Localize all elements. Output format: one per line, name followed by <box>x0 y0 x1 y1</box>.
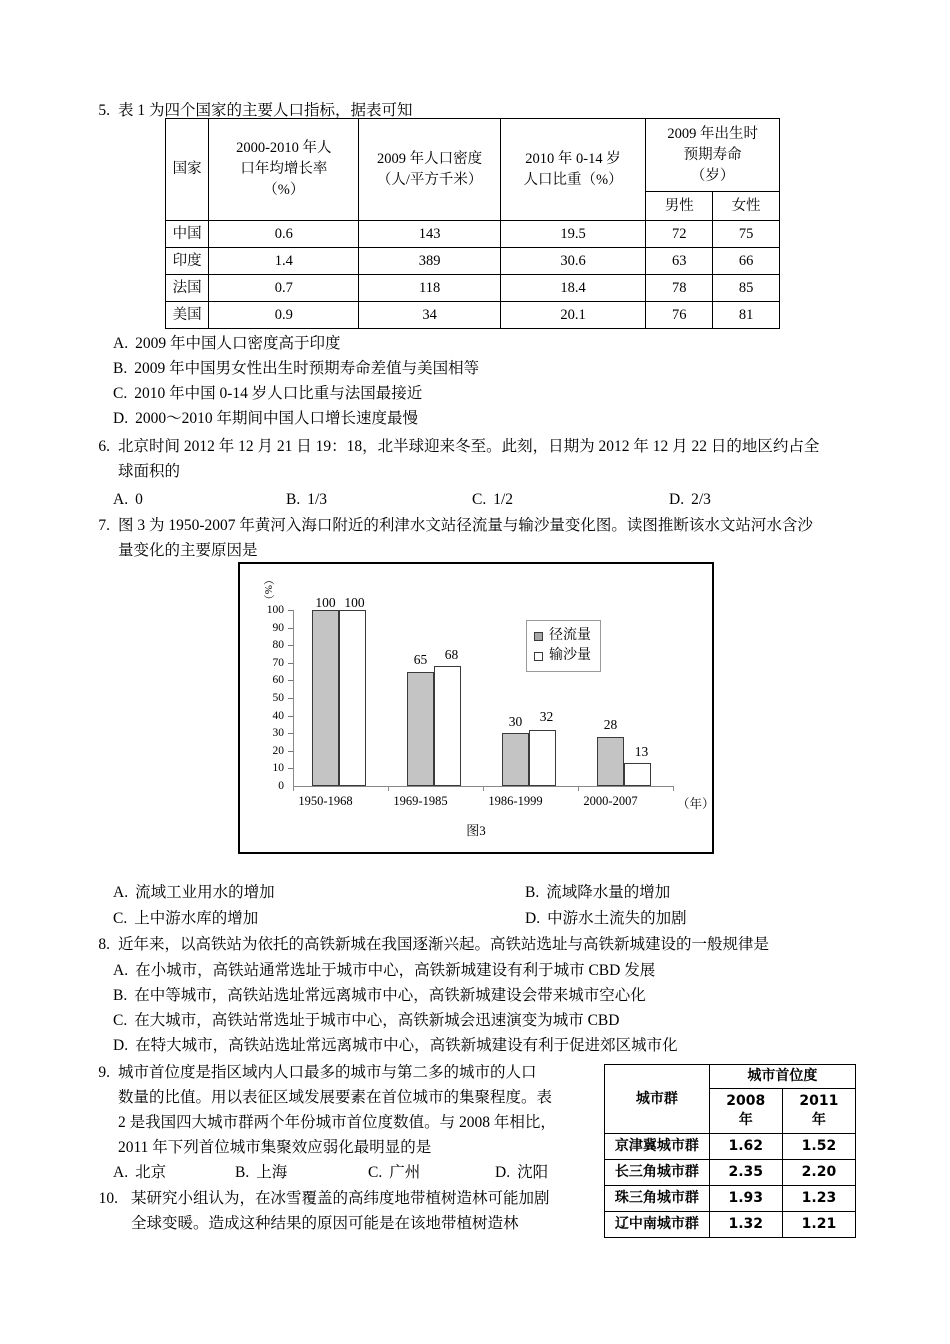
chart-x-axis-unit: （年） <box>677 797 715 811</box>
question-9-stem-line1: 城市首位度是指区域内人口最多的城市与第二多的城市的人口 <box>118 1064 537 1081</box>
q5-option-a-text: 2009 年中国人口密度高于印度 <box>135 335 341 352</box>
q7-option-b-text: 流域降水量的增加 <box>546 884 671 901</box>
q6-option-d-label: D. <box>669 491 685 508</box>
cell-2011: 1.52 <box>782 1134 855 1160</box>
legend-label-runoff: 径流量 <box>549 628 591 643</box>
cell-country: 印度 <box>166 248 209 275</box>
q5-option-b-text: 2009 年中国男女性出生时预期寿命差值与美国相等 <box>134 360 480 377</box>
cell-male: 76 <box>646 302 713 329</box>
table-row <box>166 221 780 248</box>
cell-male: 72 <box>646 221 713 248</box>
table-row <box>605 1134 856 1160</box>
q6-option-d[interactable] <box>669 487 711 512</box>
table-row <box>166 248 780 275</box>
header-primacy-title: 城市首位度 <box>709 1065 855 1089</box>
header-life-line1: 2009 年出生时 <box>667 125 758 142</box>
bar-label-sediment-2000-2007: 13 <box>634 744 649 759</box>
cell-growth: 1.4 <box>209 248 359 275</box>
q9-option-c-label: C. <box>368 1164 383 1181</box>
cell-female: 81 <box>713 302 780 329</box>
q9-option-b[interactable] <box>235 1160 287 1185</box>
table-row <box>605 1186 856 1212</box>
q9-option-c-text: 广州 <box>389 1164 421 1181</box>
cell-country: 法国 <box>166 275 209 302</box>
q6-option-c-text: 1/2 <box>493 491 514 508</box>
table-header-row <box>605 1065 856 1089</box>
q8-option-b[interactable] <box>113 983 646 1008</box>
q7-option-d-text: 中游水土流失的加剧 <box>547 910 687 927</box>
x-tickmark <box>293 786 294 791</box>
cell-cluster: 辽中南城市群 <box>605 1212 710 1238</box>
header-male: 男性 <box>646 192 713 221</box>
bar-label-sediment-1986-1999: 32 <box>539 709 554 724</box>
legend-item-sediment <box>534 646 591 666</box>
q7-option-c[interactable] <box>113 906 258 931</box>
figure-caption: 图3 <box>466 823 486 838</box>
q9-option-b-text: 上海 <box>256 1164 288 1181</box>
bar-sediment-1950-1968 <box>339 610 366 786</box>
city-primacy-table <box>604 1064 856 1238</box>
question-10-number: 10. <box>98 1190 118 1207</box>
table-row <box>605 1160 856 1186</box>
bar-label-runoff-1969-1985: 65 <box>413 652 428 667</box>
q6-option-c-label: C. <box>472 491 487 508</box>
cell-child: 30.6 <box>500 248 646 275</box>
q6-option-b-text: 1/3 <box>307 491 328 508</box>
question-7-stem-line2: 量变化的主要原因是 <box>118 542 258 559</box>
cell-density: 143 <box>359 221 500 248</box>
cell-country: 美国 <box>166 302 209 329</box>
y-tick-50: 50 <box>272 692 284 704</box>
cell-cluster: 珠三角城市群 <box>605 1186 710 1212</box>
y-tick-20: 20 <box>272 744 284 757</box>
question-5-stem: 表 1 为四个国家的主要人口指标，据表可知 <box>118 102 413 119</box>
q8-option-b-label: B. <box>113 987 128 1004</box>
cell-2008: 1.32 <box>709 1212 782 1238</box>
cell-female: 75 <box>713 221 780 248</box>
question-7-number: 7. <box>98 517 110 534</box>
q8-option-d-text: 在特大城市，高铁站选址常远离城市中心，高铁新城建设有利于促进郊区城市化 <box>135 1037 678 1054</box>
q5-option-d[interactable] <box>113 406 418 431</box>
q8-option-d-label: D. <box>113 1037 129 1054</box>
q7-option-b[interactable] <box>525 880 670 905</box>
q7-option-c-text: 上中游水库的增加 <box>134 910 259 927</box>
cell-child: 19.5 <box>500 221 646 248</box>
cell-2011: 1.23 <box>782 1186 855 1212</box>
chart-legend <box>526 620 601 672</box>
bar-label-runoff-2000-2007: 28 <box>603 717 618 732</box>
header-year-2011 <box>782 1089 855 1134</box>
bar-sediment-1969-1985 <box>434 666 461 786</box>
q9-option-b-label: B. <box>235 1164 250 1181</box>
q8-option-a-text: 在小城市，高铁站通常选址于城市中心，高铁新城建设有利于城市 CBD 发展 <box>135 962 656 979</box>
q5-option-c[interactable] <box>113 381 422 406</box>
q5-option-d-text: 2000～2010 年期间中国人口增长速度最慢 <box>135 410 418 427</box>
cell-density: 34 <box>359 302 500 329</box>
q5-option-b[interactable] <box>113 356 479 381</box>
y-tick-90: 90 <box>272 621 284 634</box>
header-growth-rate <box>209 119 359 221</box>
bar-runoff-1950-1968 <box>312 610 339 786</box>
header-life-expectancy <box>646 119 780 192</box>
x-tickmark <box>578 786 579 791</box>
header-density-line2: （人/平方千米） <box>376 171 483 188</box>
q6-option-a-text: 0 <box>135 491 143 508</box>
chart-plot-area <box>240 564 715 852</box>
cell-density: 389 <box>359 248 500 275</box>
q5-option-d-label: D. <box>113 410 129 427</box>
q7-option-a-text: 流域工业用水的增加 <box>135 884 275 901</box>
q5-option-a[interactable] <box>113 331 340 356</box>
header-year-2011-line2: 年 <box>811 1112 826 1128</box>
q8-option-b-text: 在中等城市，高铁站选址常远离城市中心，高铁新城建设会带来城市空心化 <box>134 987 646 1004</box>
legend-swatch-sediment-icon <box>534 652 543 661</box>
question-7-stem-line1: 图 3 为 1950-2007 年黄河入海口附近的利津水文站径流量与输沙量变化图。读图推断该水文站河水含沙 <box>118 517 813 534</box>
table-header-row <box>166 119 780 192</box>
x-category-1: 1950-1968 <box>298 794 353 808</box>
question-9-stem-line3: 2 是我国四大城市群两个年份城市首位度数值。与 2008 年相比， <box>118 1114 556 1131</box>
question-9-number: 9. <box>98 1064 110 1081</box>
cell-growth: 0.9 <box>209 302 359 329</box>
chart-y-axis <box>293 610 294 786</box>
q8-option-c-label: C. <box>113 1012 128 1029</box>
q5-option-b-label: B. <box>113 360 128 377</box>
question-9-stem-line2: 数量的比值。用以表征区域发展要素在首位城市的集聚程度。表 <box>118 1089 553 1106</box>
q6-option-a[interactable] <box>113 487 143 512</box>
q6-option-a-label: A. <box>113 491 129 508</box>
header-growth-line2: 口年均增长率 <box>240 161 328 177</box>
header-child-line1: 2010 年 0-14 岁 <box>525 150 621 167</box>
question-10-stem-line2: 全球变暖。造成这种结果的原因可能是在该地带植树造林 <box>131 1215 519 1232</box>
bar-label-sediment-1950-1968: 100 <box>344 595 365 610</box>
q7-option-a-label: A. <box>113 884 129 901</box>
y-tick-10: 10 <box>272 762 284 775</box>
header-year-2008 <box>709 1089 782 1134</box>
q8-option-a[interactable] <box>113 958 655 983</box>
q9-option-d-text: 沈阳 <box>517 1164 549 1181</box>
cell-female: 85 <box>713 275 780 302</box>
y-tick-60: 60 <box>272 674 284 687</box>
x-category-4: 2000-2007 <box>583 794 638 808</box>
x-tickmark <box>673 786 674 791</box>
cell-cluster: 京津冀城市群 <box>605 1134 710 1160</box>
q6-option-d-text: 2/3 <box>691 491 711 508</box>
q9-option-a-label: A. <box>113 1164 129 1181</box>
cell-cluster: 长三角城市群 <box>605 1160 710 1186</box>
q5-option-c-label: C. <box>113 385 128 402</box>
cell-density: 118 <box>359 275 500 302</box>
header-density <box>359 119 500 221</box>
q9-option-d-label: D. <box>495 1164 511 1181</box>
q6-option-c[interactable] <box>472 487 513 512</box>
question-8-stem: 近年来，以高铁站为依托的高铁新城在我国逐渐兴起。高铁站选址与高铁新城建设的一般规律是 <box>118 936 770 953</box>
bar-sediment-1986-1999 <box>529 730 556 786</box>
header-country: 国家 <box>166 119 209 221</box>
cell-growth: 0.7 <box>209 275 359 302</box>
y-tick-40: 40 <box>272 709 284 722</box>
q8-option-d[interactable] <box>113 1033 678 1058</box>
y-tick-0: 0 <box>278 780 284 792</box>
q6-option-b-label: B. <box>286 491 301 508</box>
q9-option-c[interactable] <box>368 1160 420 1185</box>
cell-male: 63 <box>646 248 713 275</box>
question-8-number: 8. <box>98 936 110 953</box>
q7-option-d[interactable] <box>525 906 687 931</box>
header-child-share <box>500 119 646 221</box>
q9-option-a-text: 北京 <box>135 1164 167 1181</box>
cell-2008: 1.62 <box>709 1134 782 1160</box>
q7-option-d-label: D. <box>525 910 541 927</box>
cell-2008: 1.93 <box>709 1186 782 1212</box>
cell-male: 78 <box>646 275 713 302</box>
cell-country: 中国 <box>166 221 209 248</box>
header-life-line3: （岁） <box>690 167 735 184</box>
bar-runoff-1969-1985 <box>407 672 434 786</box>
header-life-line2: 预期寿命 <box>683 146 742 163</box>
bar-label-runoff-1950-1968: 100 <box>315 595 336 610</box>
q5-option-c-text: 2010 年中国 0-14 岁人口比重与法国最接近 <box>134 385 423 402</box>
population-indicators-table <box>165 118 780 329</box>
bar-sediment-2000-2007 <box>624 763 651 786</box>
q8-option-c-text: 在大城市，高铁站常选址于城市中心，高铁新城会迅速演变为城市 CBD <box>134 1012 620 1029</box>
header-density-line1: 2009 年人口密度 <box>377 150 483 167</box>
cell-2011: 2.20 <box>782 1160 855 1186</box>
header-year-2008-line1: 2008 <box>726 1093 766 1109</box>
legend-swatch-runoff-icon <box>534 632 543 641</box>
bar-label-sediment-1969-1985: 68 <box>444 647 459 662</box>
q5-option-a-label: A. <box>113 335 129 352</box>
q7-option-b-label: B. <box>525 884 540 901</box>
question-10-stem-line1: 某研究小组认为，在冰雪覆盖的高纬度地带植树造林可能加剧 <box>131 1190 550 1207</box>
q6-option-b[interactable] <box>286 487 327 512</box>
question-6-stem-line2: 球面积的 <box>118 463 181 480</box>
header-city-cluster: 城市群 <box>605 1065 710 1134</box>
legend-item-runoff <box>534 626 591 646</box>
header-year-2011-line1: 2011 <box>799 1093 839 1109</box>
cell-2011: 1.21 <box>782 1212 855 1238</box>
q8-option-c[interactable] <box>113 1008 619 1033</box>
y-tick-70: 70 <box>272 656 284 669</box>
cell-child: 20.1 <box>500 302 646 329</box>
table-row <box>166 275 780 302</box>
q7-option-c-label: C. <box>113 910 128 927</box>
header-child-line2: 人口比重（%） <box>523 171 623 188</box>
header-year-2008-line2: 年 <box>738 1112 753 1128</box>
question-9-stem-line4: 2011 年下列首位城市集聚效应弱化最明显的是 <box>118 1139 432 1156</box>
header-growth-line3: （%） <box>263 182 305 198</box>
header-female: 女性 <box>713 192 780 221</box>
q9-option-d[interactable] <box>495 1160 548 1185</box>
header-growth-line1: 2000-2010 年人 <box>236 140 332 156</box>
q7-option-a[interactable] <box>113 880 275 905</box>
y-tick-30: 30 <box>272 727 284 740</box>
x-category-3: 1986-1999 <box>488 794 543 808</box>
cell-2008: 2.35 <box>709 1160 782 1186</box>
runoff-sediment-bar-chart <box>238 562 714 854</box>
y-tick-100: 100 <box>266 604 284 616</box>
x-tickmark <box>388 786 389 791</box>
q9-option-a[interactable] <box>113 1160 166 1185</box>
bar-runoff-1986-1999 <box>502 733 529 786</box>
y-tick-80: 80 <box>272 639 284 652</box>
table-row <box>605 1212 856 1238</box>
chart-y-axis-unit: （%） <box>262 574 274 606</box>
cell-female: 66 <box>713 248 780 275</box>
legend-label-sediment: 输沙量 <box>549 648 591 663</box>
x-tickmark <box>483 786 484 791</box>
question-6-stem-line1: 北京时间 2012 年 12 月 21 日 19：18，北半球迎来冬至。此刻，日期为 2012 年 12 月 22 日的地区约占全 <box>118 438 820 455</box>
x-category-2: 1969-1985 <box>393 794 448 808</box>
cell-growth: 0.6 <box>209 221 359 248</box>
cell-child: 18.4 <box>500 275 646 302</box>
question-5-number: 5. <box>98 102 110 119</box>
bar-label-runoff-1986-1999: 30 <box>508 714 523 729</box>
table-row <box>166 302 780 329</box>
question-6-number: 6. <box>98 438 110 455</box>
q8-option-a-label: A. <box>113 962 129 979</box>
